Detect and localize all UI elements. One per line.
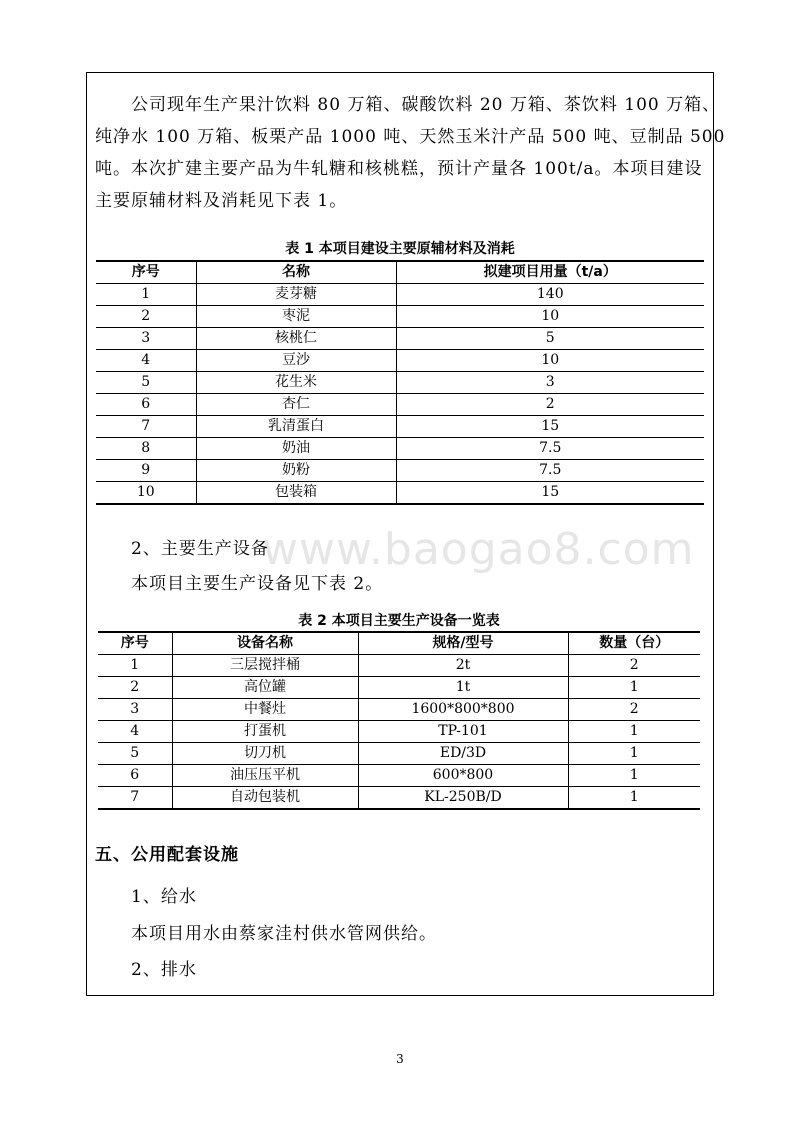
watermark: www.baogao8.com [262, 524, 695, 575]
table-cell: 高位罐 [172, 677, 358, 699]
table-row [98, 721, 700, 743]
table-cell: 自动包装机 [172, 787, 358, 810]
table-row [98, 787, 700, 810]
table-cell: 中餐灶 [172, 699, 358, 721]
intro-line: 吨。本次扩建主要产品为牛轧糖和核桃糕，预计产量各 100t/a。本项目建设 [95, 159, 703, 179]
table-row [98, 699, 700, 721]
table-cell: 包装箱 [196, 482, 396, 505]
water-supply-text [95, 918, 715, 950]
table-cell: 3 [396, 372, 704, 394]
table-cell: 豆沙 [196, 350, 396, 372]
table-row [96, 306, 704, 328]
table-cell: 3 [96, 328, 196, 350]
table1-header-row [96, 261, 704, 284]
table-cell: 5 [98, 743, 172, 765]
table-cell: 10 [396, 350, 704, 372]
drainage-title [95, 954, 715, 986]
table-cell: 花生米 [196, 372, 396, 394]
water-supply-title [95, 881, 715, 913]
table-cell: 麦芽糖 [196, 284, 396, 306]
table-cell: 1 [568, 677, 700, 699]
table-cell: KL-250B/D [358, 787, 568, 810]
table-cell: 6 [96, 394, 196, 416]
table-cell: 杏仁 [196, 394, 396, 416]
table-cell: 油压压平机 [172, 765, 358, 787]
table-row [96, 460, 704, 482]
table-cell: 1 [568, 765, 700, 787]
table-cell: 600*800 [358, 765, 568, 787]
section2-text [95, 568, 715, 600]
section2-title [95, 533, 715, 565]
table-cell: 1 [568, 743, 700, 765]
table-cell: 15 [396, 416, 704, 438]
table2-equipment [98, 631, 700, 810]
table-cell: 2t [358, 655, 568, 677]
table-cell: 5 [96, 372, 196, 394]
table-cell: 9 [96, 460, 196, 482]
table-cell: 7 [98, 787, 172, 810]
table-cell: 奶油 [196, 438, 396, 460]
table-row [98, 677, 700, 699]
table-cell: 1600*800*800 [358, 699, 568, 721]
table-row [96, 328, 704, 350]
table-row [98, 743, 700, 765]
table2-header-cell: 设备名称 [172, 632, 358, 655]
table-cell: TP-101 [358, 721, 568, 743]
table-cell: 7.5 [396, 438, 704, 460]
table-cell: 三层搅拌桶 [172, 655, 358, 677]
table-cell: 打蛋机 [172, 721, 358, 743]
table-cell: 1 [568, 721, 700, 743]
table-cell: 2 [568, 655, 700, 677]
table1-materials [96, 260, 704, 505]
water-supply-title-text: 1、给水 [131, 887, 197, 907]
section5-heading: 五、公用配套设施 [95, 845, 239, 865]
table-cell: ED/3D [358, 743, 568, 765]
table-cell: 4 [98, 721, 172, 743]
intro-paragraph [95, 89, 726, 217]
table-cell: 切刀机 [172, 743, 358, 765]
table-cell: 15 [396, 482, 704, 505]
table-row [96, 482, 704, 505]
table-cell: 10 [396, 306, 704, 328]
table-cell: 2 [98, 677, 172, 699]
page-number: 3 [396, 1052, 404, 1066]
table1-header-cell: 名称 [196, 261, 396, 284]
intro-line: 纯净水 100 万箱、板栗产品 1000 吨、天然玉米汁产品 500 吨、豆制品 500 [95, 127, 726, 147]
table1-caption: 表 1 本项目建设主要原辅材料及消耗 [285, 241, 515, 257]
table-cell: 7.5 [396, 460, 704, 482]
table-cell: 1t [358, 677, 568, 699]
intro-line: 主要原辅材料及消耗见下表 1。 [95, 191, 348, 211]
table1-header-cell: 拟建项目用量（t/a） [396, 261, 704, 284]
drainage-title-text: 2、排水 [131, 960, 197, 980]
table-cell: 2 [568, 699, 700, 721]
table1-header-cell: 序号 [96, 261, 196, 284]
table-cell: 6 [98, 765, 172, 787]
table-cell: 枣泥 [196, 306, 396, 328]
table-row [96, 284, 704, 306]
table-cell: 4 [96, 350, 196, 372]
table2-header-cell: 序号 [98, 632, 172, 655]
table2-caption: 表 2 本项目主要生产设备一览表 [298, 613, 500, 629]
table-cell: 1 [96, 284, 196, 306]
table-cell: 5 [396, 328, 704, 350]
table2-header-cell: 数量（台） [568, 632, 700, 655]
table-cell: 1 [568, 787, 700, 810]
section2-body-text: 本项目主要生产设备见下表 2。 [131, 574, 384, 594]
table-row [96, 416, 704, 438]
table-cell: 7 [96, 416, 196, 438]
table-row [96, 372, 704, 394]
table-cell: 140 [396, 284, 704, 306]
section2-title-text: 2、主要生产设备 [131, 539, 269, 559]
table-cell: 核桃仁 [196, 328, 396, 350]
table-row [96, 394, 704, 416]
table-cell: 乳清蛋白 [196, 416, 396, 438]
intro-line: 公司现年生产果汁饮料 80 万箱、碳酸饮料 20 万箱、茶饮料 100 万箱、 [131, 95, 721, 115]
water-supply-body-text: 本项目用水由蔡家洼村供水管网供给。 [131, 924, 437, 944]
table-cell: 2 [96, 306, 196, 328]
table-cell: 奶粉 [196, 460, 396, 482]
table-row [96, 438, 704, 460]
table2-header-row [98, 632, 700, 655]
table-row [98, 765, 700, 787]
table-row [98, 655, 700, 677]
table-cell: 2 [396, 394, 704, 416]
table-cell: 1 [98, 655, 172, 677]
table-row [96, 350, 704, 372]
table2-header-cell: 规格/型号 [358, 632, 568, 655]
table-cell: 10 [96, 482, 196, 505]
table-cell: 3 [98, 699, 172, 721]
table-cell: 8 [96, 438, 196, 460]
